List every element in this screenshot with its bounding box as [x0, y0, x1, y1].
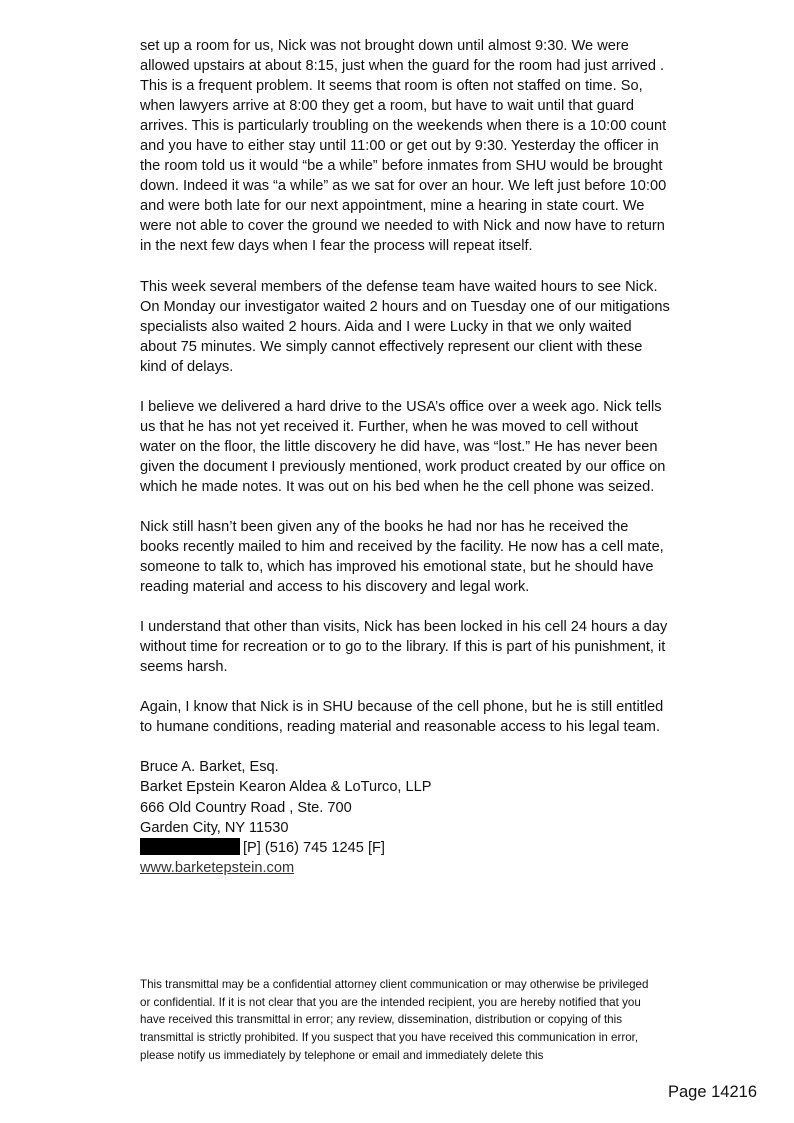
- phone-numbers: [P] (516) 745 1245 [F]: [243, 839, 385, 856]
- confidentiality-disclaimer: This transmittal may be a confidential attorney client communication or may otherwise be privileged or confidential. If it is not clear that you are the intended recipient, you are hereby notified that you have received this transmittal in error; any review, dissemination, distribution or copying of this transmittal is strictly prohibited. If you suspect that you have received this communication in error, please notify us immediately by telephone or email and immediately delete this: [140, 978, 649, 1062]
- letter-body: [140, 36, 670, 878]
- signature-name: Bruce A. Barket, Esq.: [140, 759, 279, 776]
- paragraph-discovery: I believe we delivered a hard drive to the USA’s office over a week ago. Nick tells us that he has not yet received it. Further, when he was moved to cell without water on the floor, the little discovery he did have, was “lost.” He has never been given the document I previously mentioned, work product created by our office on which he made notes. It was out on his bed when he the cell phone was seized.: [140, 398, 666, 495]
- signature-firm: Barket Epstein Kearon Aldea & LoTurco, LLP: [140, 779, 432, 796]
- paragraph-lockdown: I understand that other than visits, Nick has been locked in his cell 24 hours a day without time for recreation or to go to the library. If this is part of his punishment, it seems harsh.: [140, 619, 668, 676]
- signature-address-line-1: 666 Old Country Road , Ste. 700: [140, 799, 352, 816]
- page-number: Page 14216: [668, 1083, 758, 1101]
- website-link[interactable]: www.barketepstein.com: [140, 859, 295, 876]
- paragraph-defense-team-waits: This week several members of the defense team have waited hours to see Nick. On Monday our investigator waited 2 hours and on Tuesday one of our mitigations specialists also waited 2 hours. Aida and I were Lucky in that we only waited about 75 minutes. We simply cannot effectively represent our client with these kind of delays.: [140, 278, 670, 375]
- paragraph-conclusion: Again, I know that Nick is in SHU because of the cell phone, but he is still entitled to humane conditions, reading material and reasonable access to his legal team.: [140, 699, 664, 736]
- signature-phone-line: [140, 838, 670, 858]
- signature-block: [140, 757, 670, 877]
- signature-address-line-2: Garden City, NY 11530: [140, 819, 289, 836]
- paragraph-books: Nick still hasn’t been given any of the books he had nor has he received the books recently mailed to him and received by the facility. He now has a cell mate, someone to talk to, which has improved his emotional state, but he should have reading material and access to his discovery and legal work.: [140, 518, 664, 596]
- paragraph-room-delays: set up a room for us, Nick was not brought down until almost 9:30. We were allowed upstairs at about 8:15, just when the guard for the room had just arrived . This is a frequent problem. It seems that room is often not staffed on time. So, when lawyers arrive at 8:00 they get a room, but have to wait until that guard arrives. This is particularly troubling on the weekends when there is a 10:00 count and you have to either stay until 11:00 or get out by 9:30. Yesterday the officer in the room told us it would “be a while” before inmates from SHU would be brought down. Indeed it was “a while” as we sat for over an hour. We left just before 10:00 and were both late for our next appointment, mine a hearing in state court. We were not able to cover the ground we needed to with Nick and now have to return in the next few days when I fear the process will repeat itself.: [140, 38, 667, 255]
- redaction-bar: [140, 838, 240, 855]
